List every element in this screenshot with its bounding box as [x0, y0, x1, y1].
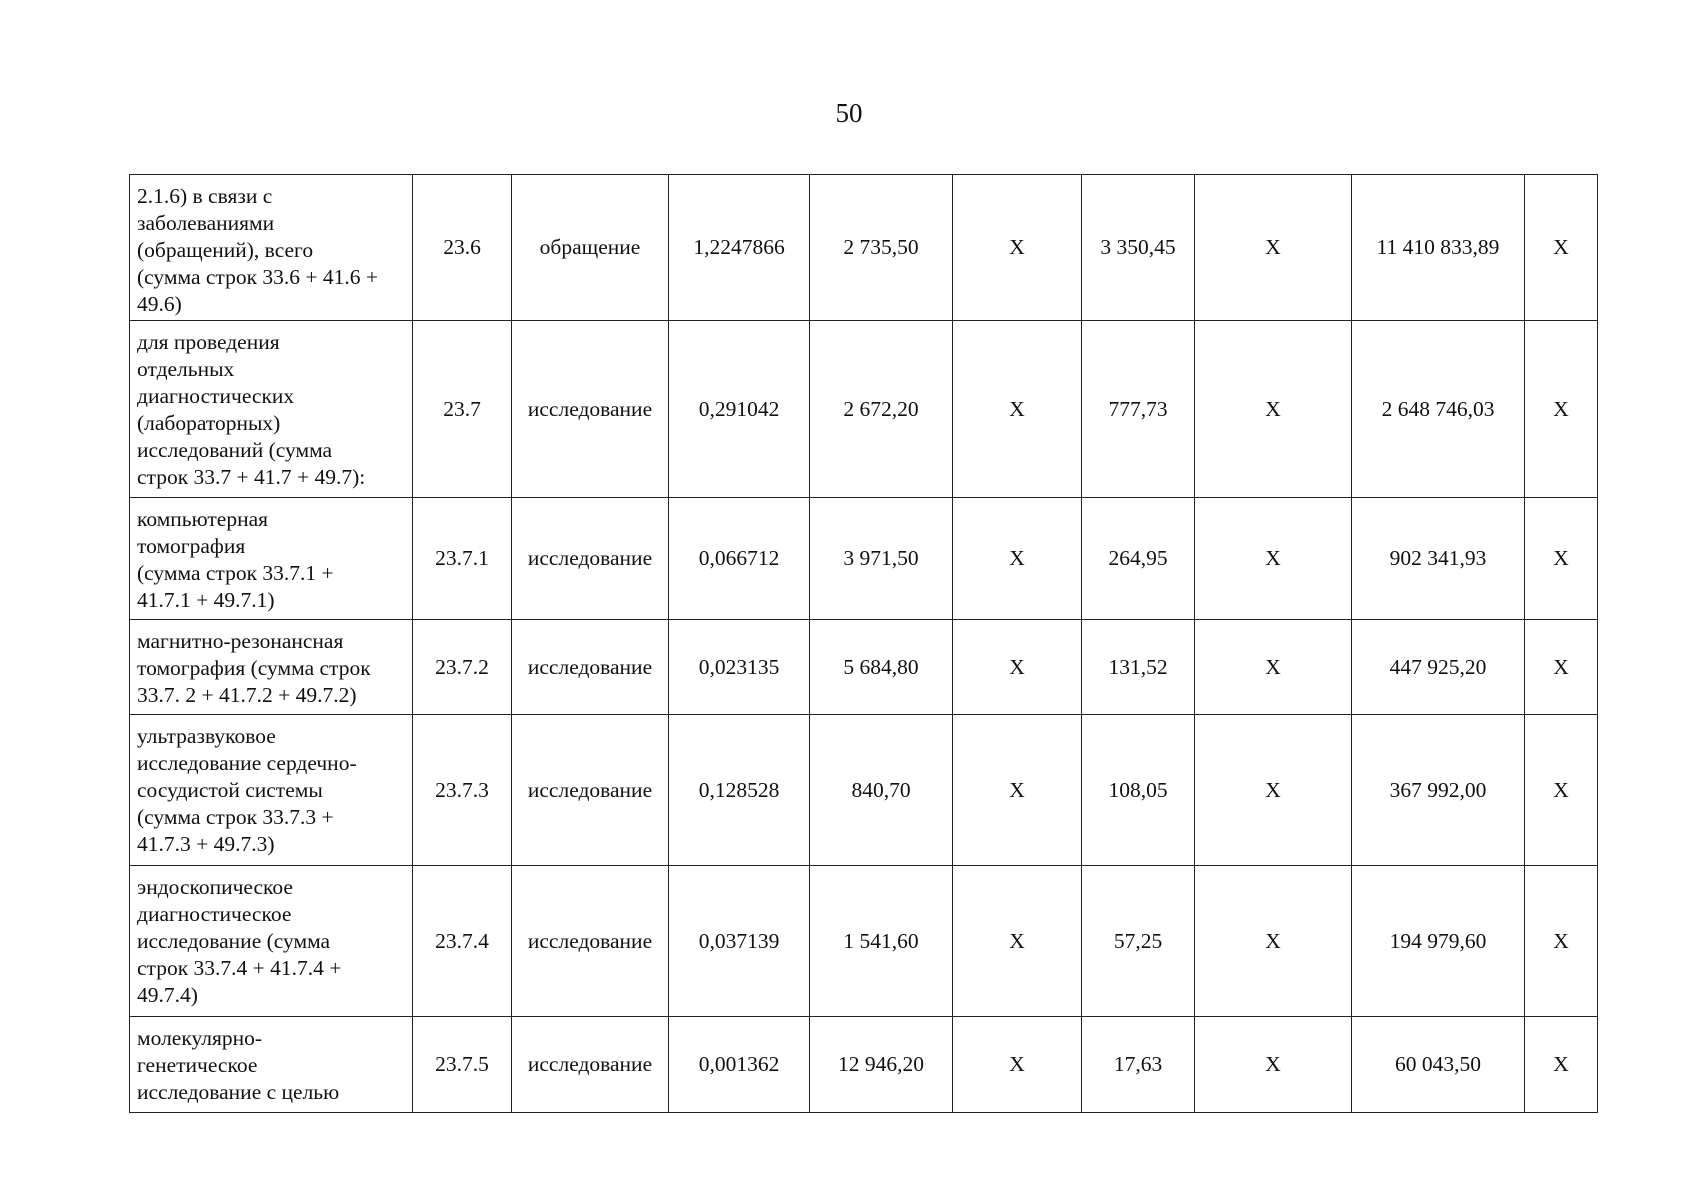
- per-capita-amount: 108,05: [1082, 715, 1195, 866]
- row-code: 23.7.2: [413, 620, 512, 715]
- table-row: [130, 715, 1598, 866]
- row-name-line: 33.7. 2 + 41.7.2 + 49.7.2): [137, 683, 357, 707]
- row-name-line: магнитно-резонансная: [137, 629, 344, 653]
- row-name-line: строк 33.7 + 41.7 + 49.7):: [137, 465, 366, 489]
- row-name-line: 41.7.1 + 49.7.1): [137, 588, 275, 612]
- row-code: 23.6: [413, 175, 512, 321]
- row-name: [130, 620, 413, 715]
- row-name-line: (лабораторных): [137, 411, 281, 435]
- not-applicable-mark: Х: [1525, 1017, 1598, 1113]
- volume-per-person: 0,291042: [669, 321, 810, 498]
- row-name-line: томография (сумма строк: [137, 656, 371, 680]
- per-capita-amount: 264,95: [1082, 498, 1195, 620]
- row-name-line: сосудистой системы: [137, 778, 323, 802]
- unit-cost: 1 541,60: [810, 866, 953, 1017]
- row-name-line: строк 33.7.4 + 41.7.4 +: [137, 956, 342, 980]
- volume-per-person: 0,066712: [669, 498, 810, 620]
- not-applicable-mark: Х: [953, 620, 1082, 715]
- row-code: 23.7: [413, 321, 512, 498]
- row-name-line: (сумма строк 33.6 + 41.6 +: [137, 265, 379, 289]
- volume-per-person: 0,037139: [669, 866, 810, 1017]
- row-name-line: диагностическое: [137, 902, 292, 926]
- unit-of-measure: исследование: [512, 321, 669, 498]
- not-applicable-mark: Х: [1525, 175, 1598, 321]
- row-name-line: диагностических: [137, 384, 295, 408]
- not-applicable-mark: Х: [953, 866, 1082, 1017]
- volume-per-person: 1,2247866: [669, 175, 810, 321]
- row-name: [130, 175, 413, 321]
- total-amount: 367 992,00: [1352, 715, 1525, 866]
- unit-cost: 5 684,80: [810, 620, 953, 715]
- not-applicable-mark: Х: [1525, 321, 1598, 498]
- unit-of-measure: обращение: [512, 175, 669, 321]
- not-applicable-mark: Х: [1195, 1017, 1352, 1113]
- page-number: 50: [835, 98, 863, 128]
- row-code: 23.7.4: [413, 866, 512, 1017]
- total-amount: 60 043,50: [1352, 1017, 1525, 1113]
- row-code: 23.7.3: [413, 715, 512, 866]
- unit-cost: 2 672,20: [810, 321, 953, 498]
- row-code: 23.7.1: [413, 498, 512, 620]
- volume-per-person: 0,001362: [669, 1017, 810, 1113]
- row-name: [130, 866, 413, 1017]
- not-applicable-mark: Х: [1195, 866, 1352, 1017]
- row-name-line: молекулярно-: [137, 1026, 263, 1050]
- unit-cost: 2 735,50: [810, 175, 953, 321]
- per-capita-amount: 57,25: [1082, 866, 1195, 1017]
- unit-of-measure: исследование: [512, 498, 669, 620]
- row-name-line: 41.7.3 + 49.7.3): [137, 832, 275, 856]
- row-name-line: заболеваниями: [137, 211, 275, 235]
- not-applicable-mark: Х: [953, 321, 1082, 498]
- row-name-line: для проведения: [137, 330, 280, 354]
- not-applicable-mark: Х: [953, 715, 1082, 866]
- row-name: [130, 498, 413, 620]
- total-amount: 11 410 833,89: [1352, 175, 1525, 321]
- unit-cost: 3 971,50: [810, 498, 953, 620]
- total-amount: 447 925,20: [1352, 620, 1525, 715]
- unit-of-measure: исследование: [512, 715, 669, 866]
- row-name-line: исследование (сумма: [137, 929, 331, 953]
- row-name-line: ультразвуковое: [137, 724, 276, 748]
- table-row: [130, 620, 1598, 715]
- total-amount: 902 341,93: [1352, 498, 1525, 620]
- table-row: [130, 175, 1598, 321]
- row-name: [130, 321, 413, 498]
- row-name-line: (сумма строк 33.7.3 +: [137, 805, 334, 829]
- per-capita-amount: 17,63: [1082, 1017, 1195, 1113]
- total-amount: 194 979,60: [1352, 866, 1525, 1017]
- not-applicable-mark: Х: [953, 1017, 1082, 1113]
- row-name-line: генетическое: [137, 1053, 258, 1077]
- volume-per-person: 0,128528: [669, 715, 810, 866]
- unit-of-measure: исследование: [512, 866, 669, 1017]
- table-row: [130, 866, 1598, 1017]
- not-applicable-mark: Х: [953, 498, 1082, 620]
- row-name-line: отдельных: [137, 357, 235, 381]
- unit-of-measure: исследование: [512, 1017, 669, 1113]
- row-name-line: (обращений), всего: [137, 238, 314, 262]
- row-name-line: эндоскопическое: [137, 875, 293, 899]
- financing-table: [129, 174, 1598, 1113]
- row-name: [130, 715, 413, 866]
- per-capita-amount: 777,73: [1082, 321, 1195, 498]
- not-applicable-mark: Х: [1525, 620, 1598, 715]
- row-code: 23.7.5: [413, 1017, 512, 1113]
- table-row: [130, 498, 1598, 620]
- unit-cost: 12 946,20: [810, 1017, 953, 1113]
- unit-of-measure: исследование: [512, 620, 669, 715]
- per-capita-amount: 3 350,45: [1082, 175, 1195, 321]
- not-applicable-mark: Х: [1195, 321, 1352, 498]
- not-applicable-mark: Х: [1525, 715, 1598, 866]
- not-applicable-mark: Х: [1195, 620, 1352, 715]
- not-applicable-mark: Х: [1525, 866, 1598, 1017]
- row-name-line: 49.6): [137, 292, 182, 316]
- row-name: [130, 1017, 413, 1113]
- not-applicable-mark: Х: [1195, 715, 1352, 866]
- not-applicable-mark: Х: [953, 175, 1082, 321]
- table-body: [130, 175, 1598, 1113]
- row-name-line: 2.1.6) в связи с: [137, 184, 273, 208]
- per-capita-amount: 131,52: [1082, 620, 1195, 715]
- unit-cost: 840,70: [810, 715, 953, 866]
- row-name-line: компьютерная: [137, 507, 269, 531]
- table-row: [130, 321, 1598, 498]
- row-name-line: исследований (сумма: [137, 438, 333, 462]
- not-applicable-mark: Х: [1525, 498, 1598, 620]
- row-name-line: исследование сердечно-: [137, 751, 357, 775]
- row-name-line: 49.7.4): [137, 983, 198, 1007]
- row-name-line: (сумма строк 33.7.1 +: [137, 561, 334, 585]
- total-amount: 2 648 746,03: [1352, 321, 1525, 498]
- volume-per-person: 0,023135: [669, 620, 810, 715]
- not-applicable-mark: Х: [1195, 498, 1352, 620]
- table-row: [130, 1017, 1598, 1113]
- row-name-line: исследование с целью: [137, 1080, 340, 1104]
- row-name-line: томография: [137, 534, 246, 558]
- not-applicable-mark: Х: [1195, 175, 1352, 321]
